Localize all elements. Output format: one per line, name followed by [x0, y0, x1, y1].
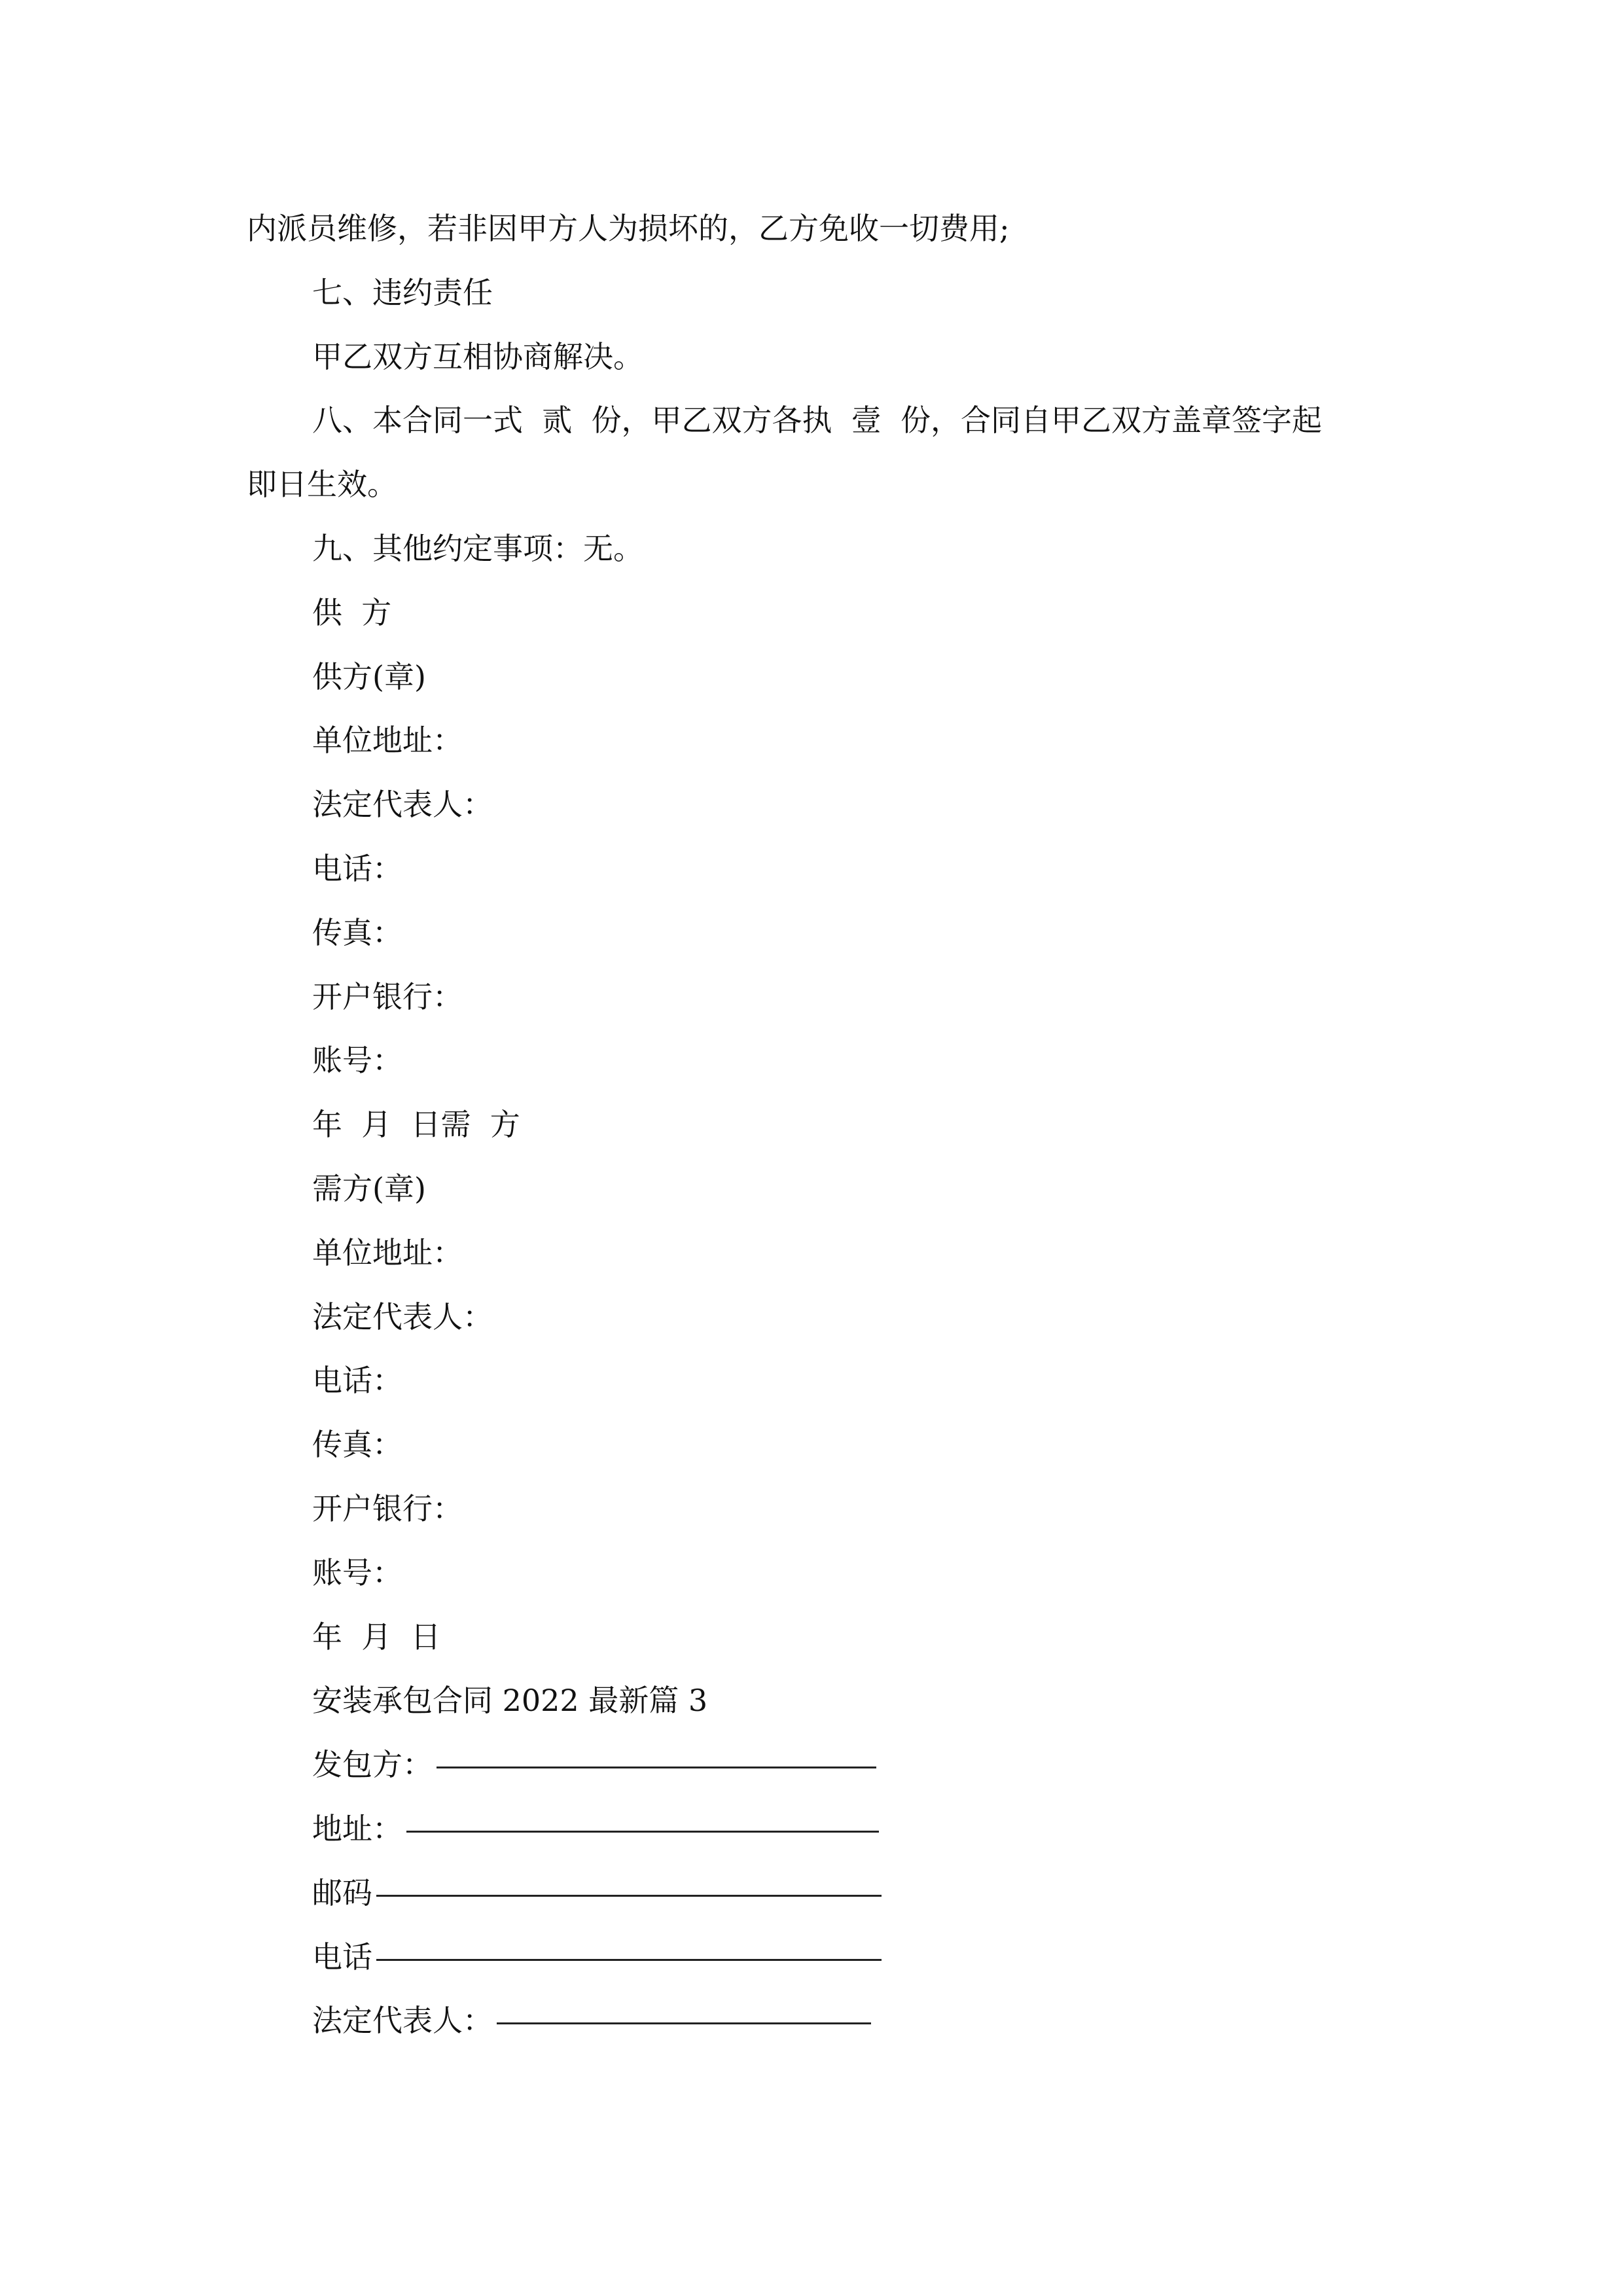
paragraph-repair-terms: 内派员维修，若非因甲方人为损坏的，乙方免收一切费用; — [247, 211, 1010, 246]
supplier-bank-label: 开户银行： — [312, 978, 463, 1014]
contract-section-title: 安装承包合同 2022 最新篇 3 — [312, 1683, 708, 1719]
supplier-fax-label: 传真： — [312, 914, 402, 950]
supplier-seal-label: 供方(章) — [312, 658, 426, 694]
buyer-fax-label: 传真： — [312, 1427, 402, 1463]
form-field-address — [247, 1797, 1382, 1861]
form-field-blank-line — [437, 1766, 876, 1768]
form-field-blank-line — [406, 1830, 879, 1833]
form-field-label: 地址： — [312, 1810, 402, 1846]
paragraph-contract-copies: 八、本合同一式 贰 份，甲乙双方各执 壹 份，合同自甲乙双方盖章签字起 — [312, 403, 1322, 439]
form-field-phone — [247, 1926, 1382, 1990]
buyer-bank-label: 开户银行： — [312, 1490, 463, 1526]
form-field-label: 法定代表人： — [312, 2003, 493, 2039]
buyer-phone-label: 电话： — [312, 1363, 402, 1399]
section-heading-breach-liability: 七、违约责任 — [312, 274, 493, 310]
form-field-label: 邮码 — [312, 1874, 372, 1910]
form-field-label: 电话 — [312, 1939, 372, 1975]
supplier-heading: 供 方 — [312, 594, 392, 630]
form-field-blank-line — [376, 1958, 882, 1961]
buyer-seal-label: 需方(章) — [312, 1170, 426, 1206]
form-field-label: 发包方： — [312, 1747, 433, 1783]
supplier-date-and-buyer-heading: 年 月 日需 方 — [312, 1107, 520, 1143]
form-field-blank-line — [376, 1894, 882, 1897]
form-field-employer — [247, 1733, 1382, 1797]
buyer-account-label: 账号： — [312, 1554, 402, 1590]
paragraph-other-matters: 九、其他约定事项：无。 — [312, 530, 643, 566]
form-field-legal-representative — [247, 1989, 1382, 2053]
form-field-blank-line — [497, 2022, 871, 2024]
supplier-address-label: 单位地址： — [312, 723, 463, 759]
supplier-account-label: 账号： — [312, 1043, 402, 1079]
supplier-legal-rep-label: 法定代表人： — [312, 787, 493, 823]
paragraph-effective-date: 即日生效。 — [247, 467, 397, 503]
buyer-legal-rep-label: 法定代表人： — [312, 1299, 493, 1335]
buyer-date-line: 年 月 日 — [312, 1619, 441, 1655]
form-field-postcode — [247, 1861, 1382, 1926]
buyer-address-label: 单位地址： — [312, 1234, 463, 1270]
document-body — [247, 197, 1382, 2053]
supplier-phone-label: 电话： — [312, 850, 402, 886]
paragraph-breach-resolution: 甲乙双方互相协商解决。 — [312, 338, 643, 374]
